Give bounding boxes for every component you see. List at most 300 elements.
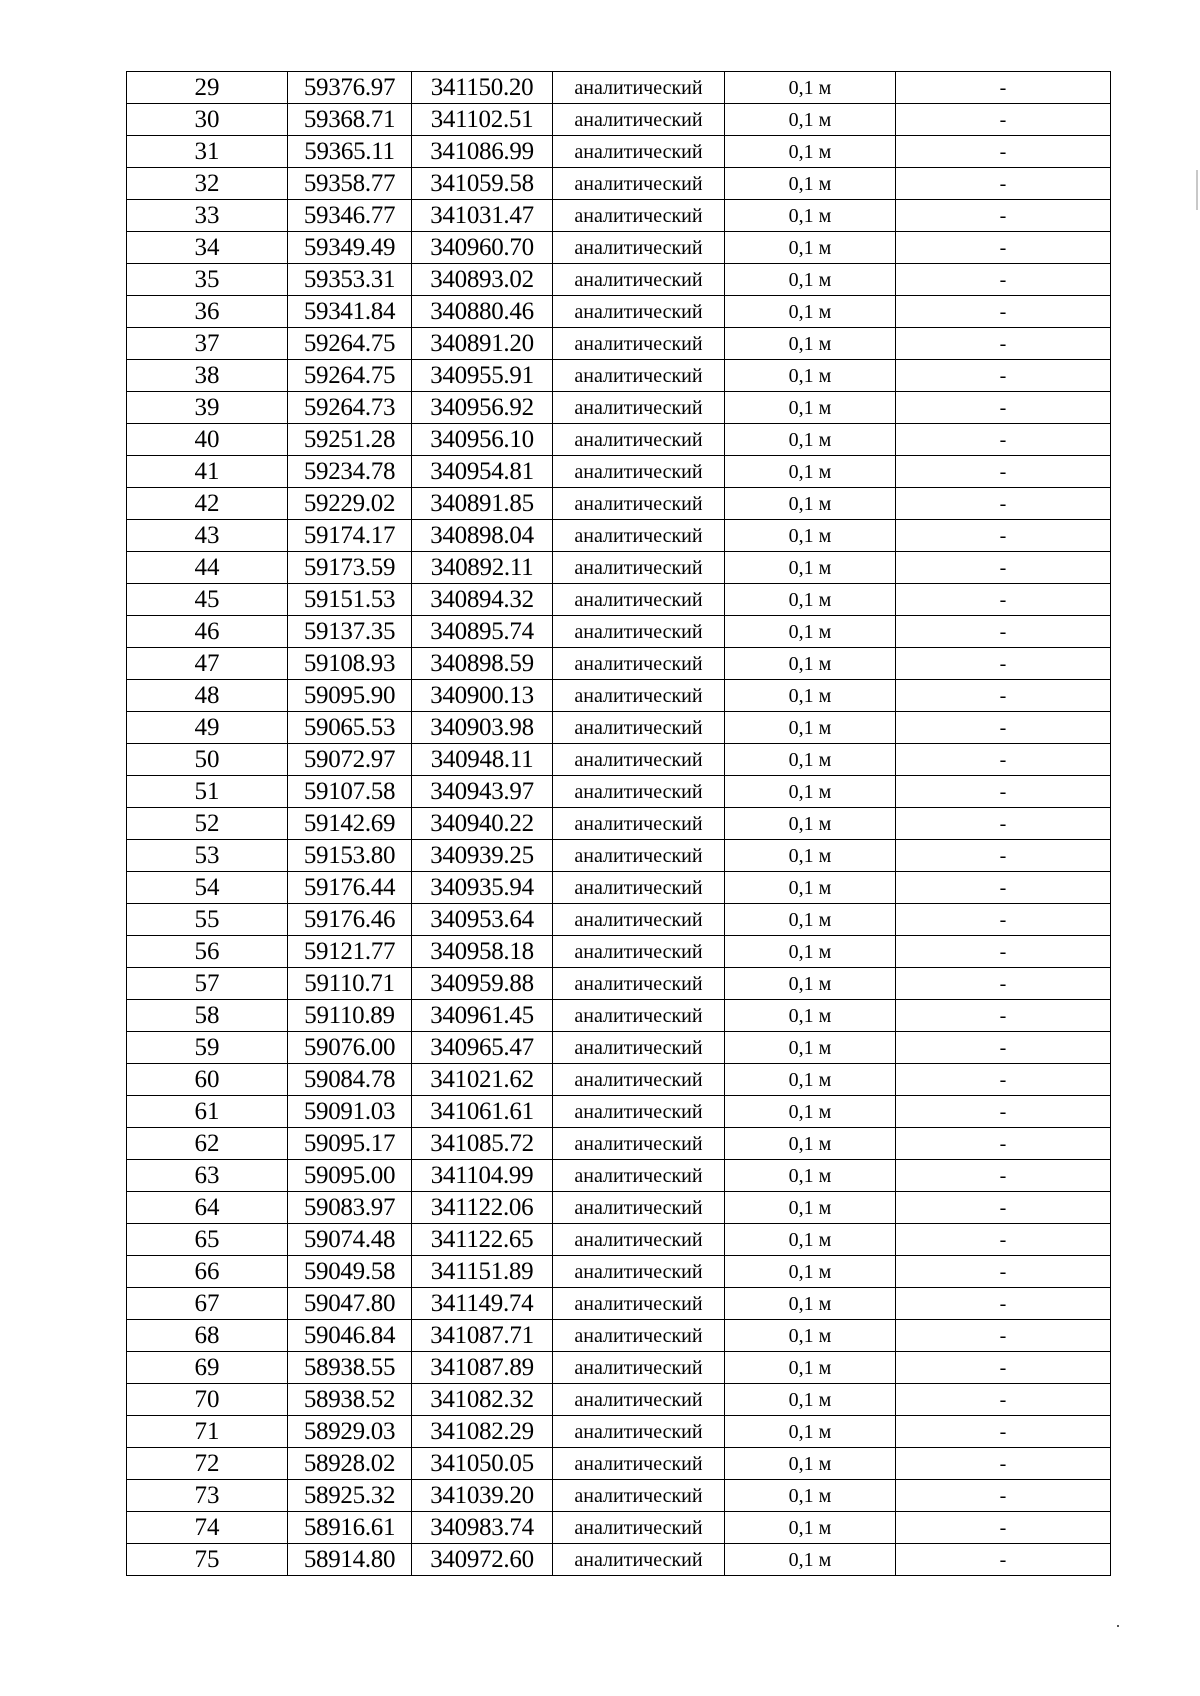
accuracy-cell: 0,1 м xyxy=(725,72,896,104)
y-coordinate-cell: 341102.51 xyxy=(412,104,553,136)
point-number-cell: 68 xyxy=(127,1320,288,1352)
table-row xyxy=(127,520,1111,552)
method-cell: аналитический xyxy=(553,456,725,488)
x-coordinate-cell: 59142.69 xyxy=(288,808,412,840)
method-cell: аналитический xyxy=(553,904,725,936)
method-cell: аналитический xyxy=(553,776,725,808)
method-cell: аналитический xyxy=(553,552,725,584)
point-number-cell: 39 xyxy=(127,392,288,424)
method-cell: аналитический xyxy=(553,712,725,744)
table-row xyxy=(127,1352,1111,1384)
y-coordinate-cell: 340948.11 xyxy=(412,744,553,776)
accuracy-cell: 0,1 м xyxy=(725,136,896,168)
point-number-cell: 52 xyxy=(127,808,288,840)
scan-edge-mark xyxy=(1196,170,1198,210)
point-number-cell: 70 xyxy=(127,1384,288,1416)
note-cell: - xyxy=(896,424,1111,456)
method-cell: аналитический xyxy=(553,1416,725,1448)
table-row xyxy=(127,904,1111,936)
table-row xyxy=(127,680,1111,712)
accuracy-cell: 0,1 м xyxy=(725,1096,896,1128)
y-coordinate-cell: 341149.74 xyxy=(412,1288,553,1320)
coordinates-table-container xyxy=(126,71,1110,1576)
table-row xyxy=(127,360,1111,392)
note-cell: - xyxy=(896,1128,1111,1160)
point-number-cell: 35 xyxy=(127,264,288,296)
x-coordinate-cell: 59108.93 xyxy=(288,648,412,680)
point-number-cell: 60 xyxy=(127,1064,288,1096)
point-number-cell: 75 xyxy=(127,1544,288,1576)
method-cell: аналитический xyxy=(553,936,725,968)
note-cell: - xyxy=(896,1192,1111,1224)
method-cell: аналитический xyxy=(553,168,725,200)
accuracy-cell: 0,1 м xyxy=(725,456,896,488)
x-coordinate-cell: 59153.80 xyxy=(288,840,412,872)
note-cell: - xyxy=(896,872,1111,904)
x-coordinate-cell: 59341.84 xyxy=(288,296,412,328)
y-coordinate-cell: 341104.99 xyxy=(412,1160,553,1192)
note-cell: - xyxy=(896,840,1111,872)
y-coordinate-cell: 340894.32 xyxy=(412,584,553,616)
accuracy-cell: 0,1 м xyxy=(725,520,896,552)
note-cell: - xyxy=(896,1320,1111,1352)
accuracy-cell: 0,1 м xyxy=(725,1352,896,1384)
accuracy-cell: 0,1 м xyxy=(725,1512,896,1544)
note-cell: - xyxy=(896,584,1111,616)
note-cell: - xyxy=(896,1480,1111,1512)
x-coordinate-cell: 59251.28 xyxy=(288,424,412,456)
x-coordinate-cell: 59264.73 xyxy=(288,392,412,424)
table-row xyxy=(127,1096,1111,1128)
x-coordinate-cell: 59049.58 xyxy=(288,1256,412,1288)
note-cell: - xyxy=(896,1032,1111,1064)
y-coordinate-cell: 340898.04 xyxy=(412,520,553,552)
note-cell: - xyxy=(896,1352,1111,1384)
point-number-cell: 57 xyxy=(127,968,288,1000)
method-cell: аналитический xyxy=(553,648,725,680)
accuracy-cell: 0,1 м xyxy=(725,1128,896,1160)
point-number-cell: 29 xyxy=(127,72,288,104)
accuracy-cell: 0,1 м xyxy=(725,264,896,296)
accuracy-cell: 0,1 м xyxy=(725,744,896,776)
note-cell: - xyxy=(896,776,1111,808)
table-row xyxy=(127,1224,1111,1256)
table-row xyxy=(127,488,1111,520)
note-cell: - xyxy=(896,200,1111,232)
method-cell: аналитический xyxy=(553,104,725,136)
point-number-cell: 46 xyxy=(127,616,288,648)
table-row xyxy=(127,456,1111,488)
point-number-cell: 69 xyxy=(127,1352,288,1384)
y-coordinate-cell: 340953.64 xyxy=(412,904,553,936)
table-row xyxy=(127,1192,1111,1224)
table-row xyxy=(127,296,1111,328)
x-coordinate-cell: 59349.49 xyxy=(288,232,412,264)
accuracy-cell: 0,1 м xyxy=(725,872,896,904)
note-cell: - xyxy=(896,1224,1111,1256)
x-coordinate-cell: 59046.84 xyxy=(288,1320,412,1352)
point-number-cell: 53 xyxy=(127,840,288,872)
point-number-cell: 45 xyxy=(127,584,288,616)
y-coordinate-cell: 341122.65 xyxy=(412,1224,553,1256)
table-row xyxy=(127,808,1111,840)
x-coordinate-cell: 58929.03 xyxy=(288,1416,412,1448)
point-number-cell: 31 xyxy=(127,136,288,168)
table-row xyxy=(127,328,1111,360)
x-coordinate-cell: 59229.02 xyxy=(288,488,412,520)
x-coordinate-cell: 59095.00 xyxy=(288,1160,412,1192)
x-coordinate-cell: 59176.46 xyxy=(288,904,412,936)
method-cell: аналитический xyxy=(553,1160,725,1192)
method-cell: аналитический xyxy=(553,872,725,904)
point-number-cell: 41 xyxy=(127,456,288,488)
point-number-cell: 33 xyxy=(127,200,288,232)
method-cell: аналитический xyxy=(553,1448,725,1480)
accuracy-cell: 0,1 м xyxy=(725,616,896,648)
note-cell: - xyxy=(896,328,1111,360)
accuracy-cell: 0,1 м xyxy=(725,1192,896,1224)
note-cell: - xyxy=(896,1160,1111,1192)
method-cell: аналитический xyxy=(553,1096,725,1128)
note-cell: - xyxy=(896,904,1111,936)
accuracy-cell: 0,1 м xyxy=(725,680,896,712)
point-number-cell: 51 xyxy=(127,776,288,808)
table-row xyxy=(127,712,1111,744)
method-cell: аналитический xyxy=(553,360,725,392)
note-cell: - xyxy=(896,1384,1111,1416)
x-coordinate-cell: 59234.78 xyxy=(288,456,412,488)
x-coordinate-cell: 58925.32 xyxy=(288,1480,412,1512)
y-coordinate-cell: 340903.98 xyxy=(412,712,553,744)
point-number-cell: 55 xyxy=(127,904,288,936)
accuracy-cell: 0,1 м xyxy=(725,1448,896,1480)
table-row xyxy=(127,1544,1111,1576)
table-row xyxy=(127,1448,1111,1480)
method-cell: аналитический xyxy=(553,200,725,232)
method-cell: аналитический xyxy=(553,1320,725,1352)
accuracy-cell: 0,1 м xyxy=(725,1160,896,1192)
table-row xyxy=(127,1384,1111,1416)
x-coordinate-cell: 59110.71 xyxy=(288,968,412,1000)
method-cell: аналитический xyxy=(553,72,725,104)
table-row xyxy=(127,1416,1111,1448)
table-row xyxy=(127,168,1111,200)
x-coordinate-cell: 59353.31 xyxy=(288,264,412,296)
accuracy-cell: 0,1 м xyxy=(725,488,896,520)
method-cell: аналитический xyxy=(553,136,725,168)
method-cell: аналитический xyxy=(553,616,725,648)
accuracy-cell: 0,1 м xyxy=(725,424,896,456)
x-coordinate-cell: 58916.61 xyxy=(288,1512,412,1544)
point-number-cell: 65 xyxy=(127,1224,288,1256)
method-cell: аналитический xyxy=(553,1032,725,1064)
note-cell: - xyxy=(896,520,1111,552)
point-number-cell: 43 xyxy=(127,520,288,552)
x-coordinate-cell: 59376.97 xyxy=(288,72,412,104)
point-number-cell: 48 xyxy=(127,680,288,712)
x-coordinate-cell: 59137.35 xyxy=(288,616,412,648)
accuracy-cell: 0,1 м xyxy=(725,200,896,232)
y-coordinate-cell: 340958.18 xyxy=(412,936,553,968)
table-row xyxy=(127,1000,1111,1032)
note-cell: - xyxy=(896,1512,1111,1544)
point-number-cell: 63 xyxy=(127,1160,288,1192)
table-row xyxy=(127,616,1111,648)
method-cell: аналитический xyxy=(553,232,725,264)
accuracy-cell: 0,1 м xyxy=(725,1416,896,1448)
x-coordinate-cell: 59074.48 xyxy=(288,1224,412,1256)
y-coordinate-cell: 341059.58 xyxy=(412,168,553,200)
point-number-cell: 32 xyxy=(127,168,288,200)
method-cell: аналитический xyxy=(553,1192,725,1224)
accuracy-cell: 0,1 м xyxy=(725,328,896,360)
y-coordinate-cell: 340893.02 xyxy=(412,264,553,296)
x-coordinate-cell: 58914.80 xyxy=(288,1544,412,1576)
y-coordinate-cell: 340939.25 xyxy=(412,840,553,872)
method-cell: аналитический xyxy=(553,1352,725,1384)
method-cell: аналитический xyxy=(553,808,725,840)
y-coordinate-cell: 340892.11 xyxy=(412,552,553,584)
note-cell: - xyxy=(896,456,1111,488)
note-cell: - xyxy=(896,680,1111,712)
accuracy-cell: 0,1 м xyxy=(725,584,896,616)
x-coordinate-cell: 59368.71 xyxy=(288,104,412,136)
y-coordinate-cell: 341087.71 xyxy=(412,1320,553,1352)
point-number-cell: 74 xyxy=(127,1512,288,1544)
table-row xyxy=(127,936,1111,968)
table-row xyxy=(127,776,1111,808)
accuracy-cell: 0,1 м xyxy=(725,360,896,392)
y-coordinate-cell: 341086.99 xyxy=(412,136,553,168)
y-coordinate-cell: 341082.29 xyxy=(412,1416,553,1448)
accuracy-cell: 0,1 м xyxy=(725,1256,896,1288)
y-coordinate-cell: 340900.13 xyxy=(412,680,553,712)
method-cell: аналитический xyxy=(553,392,725,424)
y-coordinate-cell: 340955.91 xyxy=(412,360,553,392)
y-coordinate-cell: 340956.10 xyxy=(412,424,553,456)
y-coordinate-cell: 341050.05 xyxy=(412,1448,553,1480)
note-cell: - xyxy=(896,552,1111,584)
point-number-cell: 72 xyxy=(127,1448,288,1480)
note-cell: - xyxy=(896,1448,1111,1480)
x-coordinate-cell: 59346.77 xyxy=(288,200,412,232)
point-number-cell: 73 xyxy=(127,1480,288,1512)
x-coordinate-cell: 59264.75 xyxy=(288,360,412,392)
accuracy-cell: 0,1 м xyxy=(725,840,896,872)
table-row xyxy=(127,968,1111,1000)
table-row xyxy=(127,1256,1111,1288)
y-coordinate-cell: 340983.74 xyxy=(412,1512,553,1544)
accuracy-cell: 0,1 м xyxy=(725,1384,896,1416)
accuracy-cell: 0,1 м xyxy=(725,904,896,936)
note-cell: - xyxy=(896,1000,1111,1032)
point-number-cell: 38 xyxy=(127,360,288,392)
accuracy-cell: 0,1 м xyxy=(725,392,896,424)
method-cell: аналитический xyxy=(553,1064,725,1096)
method-cell: аналитический xyxy=(553,1544,725,1576)
point-number-cell: 30 xyxy=(127,104,288,136)
accuracy-cell: 0,1 м xyxy=(725,648,896,680)
point-number-cell: 58 xyxy=(127,1000,288,1032)
point-number-cell: 71 xyxy=(127,1416,288,1448)
x-coordinate-cell: 59174.17 xyxy=(288,520,412,552)
method-cell: аналитический xyxy=(553,680,725,712)
table-row xyxy=(127,1128,1111,1160)
x-coordinate-cell: 59121.77 xyxy=(288,936,412,968)
point-number-cell: 50 xyxy=(127,744,288,776)
x-coordinate-cell: 59176.44 xyxy=(288,872,412,904)
y-coordinate-cell: 340891.85 xyxy=(412,488,553,520)
table-row xyxy=(127,104,1111,136)
accuracy-cell: 0,1 м xyxy=(725,232,896,264)
point-number-cell: 64 xyxy=(127,1192,288,1224)
note-cell: - xyxy=(896,104,1111,136)
accuracy-cell: 0,1 м xyxy=(725,776,896,808)
accuracy-cell: 0,1 м xyxy=(725,296,896,328)
method-cell: аналитический xyxy=(553,1224,725,1256)
point-number-cell: 44 xyxy=(127,552,288,584)
x-coordinate-cell: 59047.80 xyxy=(288,1288,412,1320)
table-row xyxy=(127,392,1111,424)
x-coordinate-cell: 59095.90 xyxy=(288,680,412,712)
table-row xyxy=(127,1288,1111,1320)
method-cell: аналитический xyxy=(553,744,725,776)
method-cell: аналитический xyxy=(553,968,725,1000)
note-cell: - xyxy=(896,1064,1111,1096)
point-number-cell: 47 xyxy=(127,648,288,680)
accuracy-cell: 0,1 м xyxy=(725,1064,896,1096)
table-row xyxy=(127,136,1111,168)
x-coordinate-cell: 59084.78 xyxy=(288,1064,412,1096)
table-row xyxy=(127,72,1111,104)
y-coordinate-cell: 341031.47 xyxy=(412,200,553,232)
point-number-cell: 61 xyxy=(127,1096,288,1128)
point-number-cell: 42 xyxy=(127,488,288,520)
table-row xyxy=(127,200,1111,232)
scan-speck xyxy=(1117,1625,1119,1627)
x-coordinate-cell: 58928.02 xyxy=(288,1448,412,1480)
note-cell: - xyxy=(896,1416,1111,1448)
y-coordinate-cell: 341021.62 xyxy=(412,1064,553,1096)
note-cell: - xyxy=(896,488,1111,520)
y-coordinate-cell: 340895.74 xyxy=(412,616,553,648)
y-coordinate-cell: 340959.88 xyxy=(412,968,553,1000)
accuracy-cell: 0,1 м xyxy=(725,1000,896,1032)
table-row xyxy=(127,424,1111,456)
x-coordinate-cell: 59110.89 xyxy=(288,1000,412,1032)
table-row xyxy=(127,840,1111,872)
method-cell: аналитический xyxy=(553,584,725,616)
point-number-cell: 34 xyxy=(127,232,288,264)
x-coordinate-cell: 58938.55 xyxy=(288,1352,412,1384)
method-cell: аналитический xyxy=(553,1512,725,1544)
note-cell: - xyxy=(896,1256,1111,1288)
point-number-cell: 36 xyxy=(127,296,288,328)
note-cell: - xyxy=(896,744,1111,776)
y-coordinate-cell: 340935.94 xyxy=(412,872,553,904)
y-coordinate-cell: 341039.20 xyxy=(412,1480,553,1512)
table-row xyxy=(127,232,1111,264)
y-coordinate-cell: 340956.92 xyxy=(412,392,553,424)
y-coordinate-cell: 340880.46 xyxy=(412,296,553,328)
x-coordinate-cell: 59091.03 xyxy=(288,1096,412,1128)
method-cell: аналитический xyxy=(553,264,725,296)
x-coordinate-cell: 59065.53 xyxy=(288,712,412,744)
accuracy-cell: 0,1 м xyxy=(725,552,896,584)
y-coordinate-cell: 340960.70 xyxy=(412,232,553,264)
y-coordinate-cell: 340961.45 xyxy=(412,1000,553,1032)
y-coordinate-cell: 341150.20 xyxy=(412,72,553,104)
note-cell: - xyxy=(896,648,1111,680)
table-row xyxy=(127,744,1111,776)
note-cell: - xyxy=(896,712,1111,744)
method-cell: аналитический xyxy=(553,1288,725,1320)
accuracy-cell: 0,1 м xyxy=(725,968,896,1000)
point-number-cell: 56 xyxy=(127,936,288,968)
table-row xyxy=(127,648,1111,680)
accuracy-cell: 0,1 м xyxy=(725,936,896,968)
point-number-cell: 40 xyxy=(127,424,288,456)
y-coordinate-cell: 340965.47 xyxy=(412,1032,553,1064)
method-cell: аналитический xyxy=(553,328,725,360)
accuracy-cell: 0,1 м xyxy=(725,1224,896,1256)
note-cell: - xyxy=(896,392,1111,424)
note-cell: - xyxy=(896,808,1111,840)
method-cell: аналитический xyxy=(553,1480,725,1512)
accuracy-cell: 0,1 м xyxy=(725,168,896,200)
table-row xyxy=(127,1512,1111,1544)
x-coordinate-cell: 59151.53 xyxy=(288,584,412,616)
y-coordinate-cell: 340940.22 xyxy=(412,808,553,840)
x-coordinate-cell: 59095.17 xyxy=(288,1128,412,1160)
table-row xyxy=(127,1064,1111,1096)
x-coordinate-cell: 59358.77 xyxy=(288,168,412,200)
method-cell: аналитический xyxy=(553,1128,725,1160)
x-coordinate-cell: 58938.52 xyxy=(288,1384,412,1416)
table-row xyxy=(127,264,1111,296)
y-coordinate-cell: 340954.81 xyxy=(412,456,553,488)
table-row xyxy=(127,1032,1111,1064)
method-cell: аналитический xyxy=(553,1000,725,1032)
x-coordinate-cell: 59083.97 xyxy=(288,1192,412,1224)
note-cell: - xyxy=(896,296,1111,328)
accuracy-cell: 0,1 м xyxy=(725,1032,896,1064)
coordinates-table xyxy=(126,71,1111,1576)
note-cell: - xyxy=(896,968,1111,1000)
point-number-cell: 59 xyxy=(127,1032,288,1064)
y-coordinate-cell: 341122.06 xyxy=(412,1192,553,1224)
y-coordinate-cell: 341151.89 xyxy=(412,1256,553,1288)
note-cell: - xyxy=(896,936,1111,968)
y-coordinate-cell: 340943.97 xyxy=(412,776,553,808)
note-cell: - xyxy=(896,232,1111,264)
x-coordinate-cell: 59264.75 xyxy=(288,328,412,360)
note-cell: - xyxy=(896,616,1111,648)
table-row xyxy=(127,1320,1111,1352)
accuracy-cell: 0,1 м xyxy=(725,712,896,744)
method-cell: аналитический xyxy=(553,424,725,456)
accuracy-cell: 0,1 м xyxy=(725,104,896,136)
method-cell: аналитический xyxy=(553,840,725,872)
point-number-cell: 67 xyxy=(127,1288,288,1320)
table-row xyxy=(127,584,1111,616)
table-row xyxy=(127,872,1111,904)
note-cell: - xyxy=(896,1288,1111,1320)
note-cell: - xyxy=(896,264,1111,296)
y-coordinate-cell: 340891.20 xyxy=(412,328,553,360)
y-coordinate-cell: 341085.72 xyxy=(412,1128,553,1160)
method-cell: аналитический xyxy=(553,520,725,552)
